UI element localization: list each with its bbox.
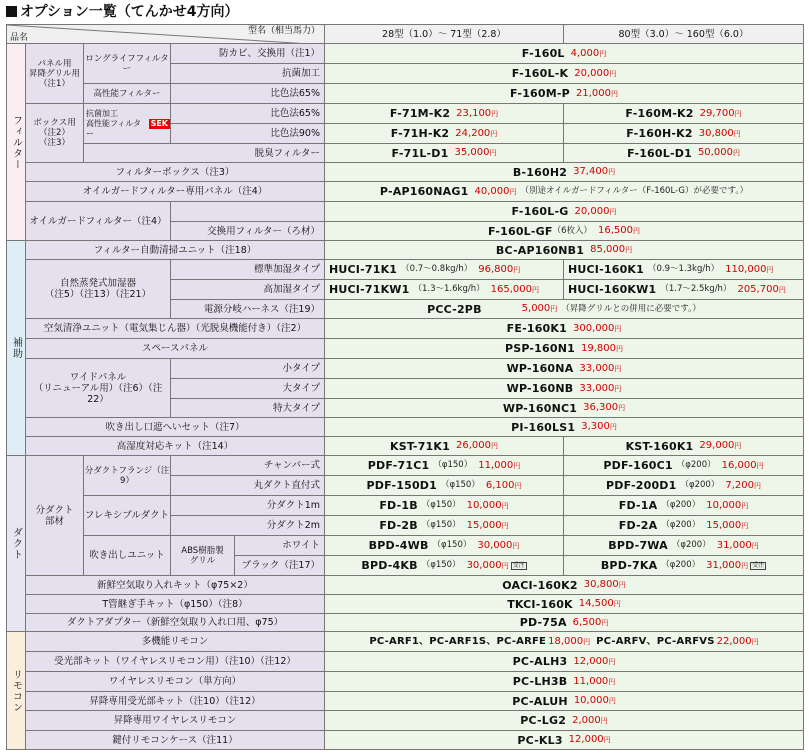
label-small: 小タイプ [171,359,325,379]
d1m-small: FD-1B （φ150） 10,000円 [325,496,564,516]
shadan-value: PI-160LS1 3,300円 [325,418,804,437]
price: 4,000円 [570,47,607,59]
label-bunki: 分ダクト 部材 [26,456,84,576]
section-duct: ダクト [6,456,26,632]
oilfilter-blank [171,202,325,222]
high-small: HUCI-71KW1 （1.3～1.6kg/h） 165,000円 [325,280,564,300]
label-shoko-wireless: 昇降専用ワイヤレスリモコン [26,711,325,731]
dassyu-small: F-71L-D1 35,000円 [325,144,564,163]
shoko-jukou-value: PC-ALUH 10,000円 [325,692,804,711]
black-small: BPD-4KB （φ150） 30,000円 受注 [325,556,564,576]
label-koseino: 高性能フィルター [84,84,171,104]
label-adapter: ダクトアダプター（新鮮空気取り入れ口用、φ75） [26,614,325,632]
label-koukan: 交換用フィルター（ろ材） [171,222,325,241]
label-shoko-jukou: 昇降専用受光部キット（注10）（注12） [26,692,325,711]
case-value: PC-KL3 12,000円 [325,731,804,750]
label-fbox: フィルターボックス（注3） [26,163,325,182]
d2m-large: FD-2A （φ200） 15,000円 [564,516,804,536]
row-bokabi-value: F-160L 4,000円 [325,44,804,64]
made-to-order-stamp: 受注 [752,561,765,569]
fbox-value: B-160H2 37,400円 [325,163,804,182]
label-xlarge: 特大タイプ [171,399,325,418]
label-large: 大タイプ [171,379,325,399]
header-model-label: 型名（相当馬力） [247,26,320,36]
maru-small: PDF-150D1 （φ150） 6,100円 [325,476,564,496]
label-wireless: ワイヤレスリモコン（単方向） [26,672,325,692]
jukou-value: PC-ALH3 12,000円 [325,652,804,672]
label-hishoku65: 比色法65% [171,84,325,104]
header-col-large: 80型（3.0）～ 160型（6.0） [564,24,804,44]
spacer-value: PSP-160N1 19,800円 [325,339,804,359]
harness-value: PCC-2PB 5,000円 （昇降グリルとの併用に必要です。） [325,300,804,319]
made-to-order-stamp: 受注 [512,561,525,569]
koshitsudo-large: KST-160K1 29,000円 [564,437,804,456]
label-shadan: 吹き出し口遮へいセット（注7） [26,418,325,437]
label-bokabi: 防カビ、交換用（注1） [171,44,325,64]
row-kokin-value: F-160L-K 20,000円 [325,64,804,84]
section-hojo: 補助 [6,241,26,456]
label-dassyu: 脱臭フィルター [84,144,325,163]
koukan-value: F-160L-GF （6枚入） 16,500円 [325,222,804,241]
std-large: HUCI-160K1 （0.9～1.3kg/h） 110,000円 [564,260,804,280]
label-high: 高加湿タイプ [171,280,325,300]
b65-large: F-160M-K2 29,700円 [564,104,804,124]
label-kokin-koseino: 抗菌加工 高性能フィルター SEK [84,104,171,144]
d2m-small: FD-2B （φ150） 15,000円 [325,516,564,536]
sek-badge: SEK [150,118,168,128]
chamber-small: PDF-71C1 （φ150） 11,000円 [325,456,564,476]
black-large: BPD-7KA （φ200） 31,000円 受注 [564,556,804,576]
section-filter: フィルター [6,44,26,241]
label-koshitsudo: 高湿度対応キット（注14） [26,437,325,456]
chamber-large: PDF-160C1 （φ200） 16,000円 [564,456,804,476]
oilfilter-value: F-160L-G 20,000円 [325,202,804,222]
shinsen-value: OACI-160K2 30,800円 [325,576,804,595]
white-large: BPD-7WA （φ200） 31,000円 [564,536,804,556]
label-d1m: 分ダクト1m [171,496,325,516]
header-name-cell [6,24,325,44]
small-value: WP-160NA 33,000円 [325,359,804,379]
label-b65: 比色法65% [171,104,325,124]
b65-small: F-71M-K2 23,100円 [325,104,564,124]
koshitsudo-small: KST-71K1 26,000円 [325,437,564,456]
adapter-value: PD-75A 6,500円 [325,614,804,632]
label-jukou: 受光部キット（ワイヤレスリモコン用）（注10）（注12） [26,652,325,672]
auto-value: BC-AP160NB1 85,000円 [325,241,804,260]
std-small: HUCI-71K1 （0.7～0.8kg/h） 96,800円 [325,260,564,280]
oilpanel-value: P-AP160NAG1 40,000円 （別途オイルガードフィルター（F-160L-G）が必要です。） [325,182,804,202]
shoko-wireless-value: PC-LG2 2,000円 [325,711,804,731]
label-black: ブラック（注17） [235,556,325,576]
label-white: ホワイト [235,536,325,556]
b90-large: F-160H-K2 30,800円 [564,124,804,144]
label-oilpanel: オイルガードフィルター専用パネル（注4） [26,182,325,202]
label-tkan: T管継ぎ手キット（φ150）（注8） [26,595,325,614]
label-flange: 分ダクトフランジ（注9） [84,456,171,496]
label-case: 鍵付リモコンケース（注11） [26,731,325,750]
label-kashitsu: 自然蒸発式加湿器 （注5）（注13）（注21） [26,260,171,319]
white-small: BPD-4WB （φ150） 30,000円 [325,536,564,556]
multi-value: PC-ARF1、PC-ARF1S、PC-ARFE 18,000円 PC-ARFV、PC-ARFVS 22,000円 [325,632,804,652]
label-maru: 丸ダクト直付式 [171,476,325,496]
label-chamber: チャンバー式 [171,456,325,476]
section-remocon: リモコン [6,632,26,750]
high-large: HUCI-160KW1 （1.7～2.5kg/h） 205,700円 [564,280,804,300]
large-value: WP-160NB 33,000円 [325,379,804,399]
label-oilfilter: オイルガードフィルター（注4） [26,202,171,241]
label-air: 空気清浄ユニット（電気集じん器）（光脱臭機能付き）（注2） [26,319,325,339]
label-flex: フレキシブルダクト [84,496,171,536]
header-diagonal [7,25,325,44]
air-value: FE-160K1 300,000円 [325,319,804,339]
xlarge-value: WP-160NC1 36,300円 [325,399,804,418]
label-auto: フィルター自動清掃ユニット（注18） [26,241,325,260]
wireless-value: PC-LH3B 11,000円 [325,672,804,692]
label-spacer: スペースパネル [26,339,325,359]
label-longlife: ロングライフフィルター [84,44,171,84]
label-multi: 多機能リモコン [26,632,325,652]
label-harness: 電源分岐ハーネス（注19） [171,300,325,319]
label-abs: ABS樹脂製 グリル [171,536,235,576]
label-fukidashi: 吹き出しユニット [84,536,171,576]
label-kokin: 抗菌加工 [171,64,325,84]
label-wide: ワイドパネル （リニューアル用）（注6）（注22） [26,359,171,418]
label-panel: パネル用 昇降グリル用 （注1） [26,44,84,104]
maru-large: PDF-200D1 （φ200） 7,200円 [564,476,804,496]
header-col-small: 28型（1.0）～ 71型（2.8） [325,24,564,44]
d1m-large: FD-1A （φ200） 10,000円 [564,496,804,516]
header-item-name: 品名 [10,33,29,43]
label-d2m: 分ダクト2m [171,516,325,536]
tkan-value: TKCI-160K 14,500円 [325,595,804,614]
title-text: オプション一覧（てんかせ4方向） [20,4,239,20]
label-std: 標準加湿タイプ [171,260,325,280]
row-koseino-value: F-160M-P 21,000円 [325,84,804,104]
label-b90: 比色法90% [171,124,325,144]
label-box: ボックス用 （注2） （注3） [26,104,84,163]
dassyu-large: F-160L-D1 50,000円 [564,144,804,163]
b90-small: F-71H-K2 24,200円 [325,124,564,144]
label-shinsen: 新鮮空気取り入れキット（φ75×2） [26,576,325,595]
